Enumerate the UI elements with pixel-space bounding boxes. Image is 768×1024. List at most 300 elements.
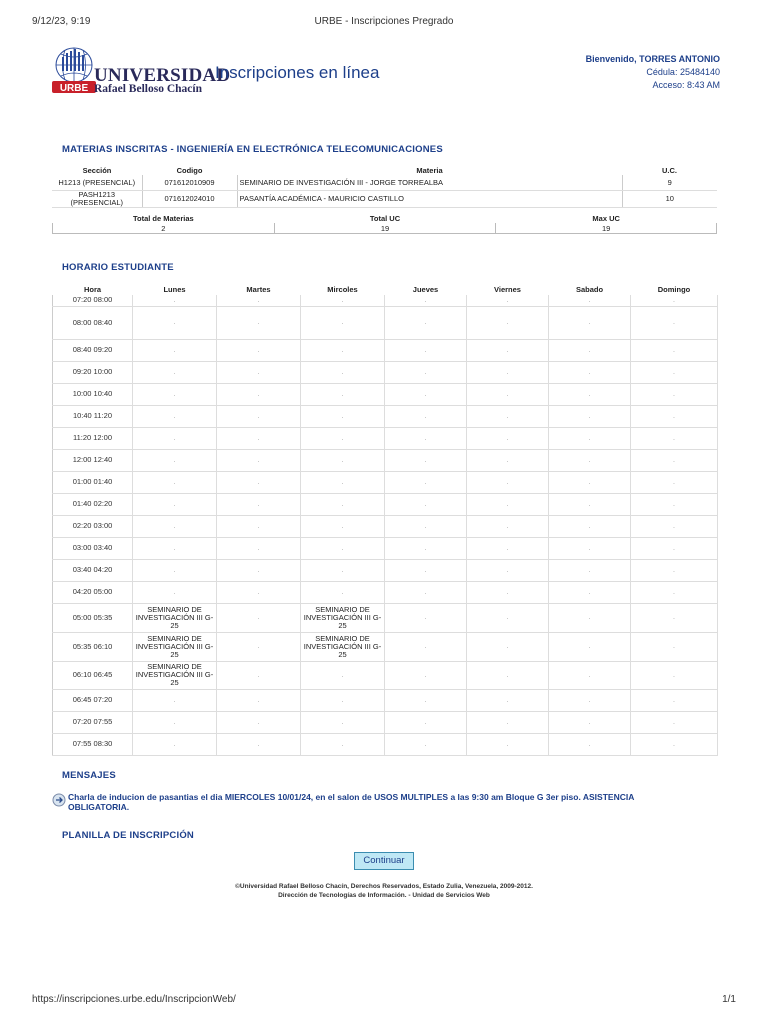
- empty-cell-jueves: [385, 471, 467, 493]
- empty-mark: .: [424, 368, 427, 376]
- empty-cell-lunes: [133, 711, 217, 733]
- empty-cell-domingo: [631, 581, 718, 603]
- empty-mark: .: [506, 434, 509, 442]
- empty-mark: .: [257, 671, 260, 679]
- empty-cell-sabado: [549, 295, 631, 306]
- total-materias-value: 2: [53, 223, 275, 234]
- empty-mark: .: [506, 456, 509, 464]
- empty-cell-martes: [217, 471, 301, 493]
- empty-cell-miercoles: [301, 427, 385, 449]
- empty-cell-jueves: [385, 711, 467, 733]
- empty-cell-lunes: [133, 306, 217, 339]
- empty-cell-domingo: [631, 449, 718, 471]
- horario-row: [53, 493, 718, 515]
- empty-cell-viernes: [467, 711, 549, 733]
- empty-mark: .: [673, 696, 675, 704]
- empty-mark: .: [588, 346, 591, 354]
- empty-cell-viernes: [467, 427, 549, 449]
- empty-cell-jueves: [385, 427, 467, 449]
- continuar-button[interactable]: Continuar: [354, 852, 414, 870]
- empty-cell-martes: [217, 689, 301, 711]
- empty-cell-viernes: [467, 339, 549, 361]
- empty-mark: .: [257, 718, 260, 726]
- empty-cell-viernes: [467, 361, 549, 383]
- empty-mark: .: [424, 319, 427, 326]
- empty-cell-jueves: [385, 405, 467, 427]
- empty-mark: .: [341, 456, 344, 464]
- empty-mark: .: [341, 522, 344, 530]
- empty-cell-jueves: [385, 661, 467, 689]
- hora-cell: 03:00 03:40: [53, 537, 133, 559]
- empty-mark: .: [673, 566, 675, 574]
- print-url: https://inscripciones.urbe.edu/InscripcionWeb/: [32, 994, 236, 1005]
- col-martes: Martes: [246, 285, 271, 294]
- welcome-text: Bienvenido, TORRES ANTONIO: [585, 54, 720, 64]
- empty-mark: .: [173, 296, 176, 304]
- empty-mark: .: [588, 390, 591, 398]
- empty-mark: .: [424, 456, 427, 464]
- empty-cell-jueves: [385, 449, 467, 471]
- empty-mark: .: [588, 412, 591, 420]
- empty-cell-domingo: [631, 537, 718, 559]
- empty-mark: .: [173, 500, 176, 508]
- empty-cell-sabado: [549, 632, 631, 661]
- empty-cell-sabado: [549, 603, 631, 632]
- materia-cell: PASANTÍA ACADÉMICA - MAURICIO CASTILLO: [237, 191, 622, 208]
- planilla-heading: PLANILLA DE INSCRIPCIÓN: [62, 830, 194, 841]
- empty-mark: .: [506, 566, 509, 574]
- empty-cell-domingo: [631, 689, 718, 711]
- empty-cell-sabado: [549, 339, 631, 361]
- empty-cell-martes: [217, 306, 301, 339]
- horario-row: [53, 537, 718, 559]
- logo-mark: URBE: [59, 83, 89, 94]
- empty-cell-jueves: [385, 581, 467, 603]
- max-uc-value: 19: [496, 223, 717, 234]
- empty-mark: .: [424, 566, 427, 574]
- horario-row: [53, 581, 718, 603]
- empty-cell-viernes: [467, 295, 549, 306]
- empty-mark: .: [673, 740, 675, 748]
- codigo-cell: 071612010909: [142, 175, 237, 191]
- empty-mark: .: [673, 544, 675, 552]
- empty-mark: .: [257, 696, 260, 704]
- empty-cell-viernes: [467, 689, 549, 711]
- empty-mark: .: [173, 566, 176, 574]
- empty-mark: .: [257, 368, 260, 376]
- hora-cell: 10:40 11:20: [53, 405, 133, 427]
- empty-mark: .: [588, 718, 591, 726]
- empty-cell-sabado: [549, 306, 631, 339]
- empty-cell-domingo: [631, 632, 718, 661]
- empty-mark: .: [257, 522, 260, 530]
- empty-mark: .: [424, 614, 427, 621]
- empty-cell-jueves: [385, 632, 467, 661]
- empty-mark: .: [673, 500, 675, 508]
- empty-mark: .: [424, 643, 427, 650]
- empty-cell-miercoles: [301, 361, 385, 383]
- empty-cell-lunes: [133, 405, 217, 427]
- empty-mark: .: [341, 718, 344, 726]
- empty-mark: .: [506, 740, 509, 748]
- empty-cell-domingo: [631, 339, 718, 361]
- empty-mark: .: [588, 696, 591, 704]
- empty-mark: .: [673, 522, 675, 530]
- urbe-logo[interactable]: [52, 45, 231, 101]
- print-header: [0, 16, 768, 32]
- hora-cell: 06:10 06:45: [53, 661, 133, 689]
- empty-mark: .: [257, 478, 260, 486]
- empty-cell-jueves: [385, 515, 467, 537]
- print-title: URBE - Inscripciones Pregrado: [314, 16, 454, 27]
- empty-mark: .: [588, 614, 591, 621]
- empty-cell-sabado: [549, 471, 631, 493]
- acceso-text: Acceso: 8:43 AM: [652, 80, 720, 90]
- horario-row: [53, 603, 718, 632]
- empty-cell-viernes: [467, 449, 549, 471]
- empty-mark: .: [257, 500, 260, 508]
- horario-row: [53, 515, 718, 537]
- empty-cell-viernes: [467, 383, 549, 405]
- empty-mark: .: [588, 588, 591, 596]
- empty-mark: .: [424, 740, 427, 748]
- empty-cell-lunes: [133, 515, 217, 537]
- empty-mark: .: [673, 296, 675, 304]
- empty-cell-martes: [217, 295, 301, 306]
- empty-cell-domingo: [631, 515, 718, 537]
- empty-mark: .: [673, 614, 675, 621]
- empty-mark: .: [588, 740, 591, 748]
- mensaje-text: Charla de inducion de pasantias el dia MIERCOLES 10/01/24, en el salon de USOS MULTIPLES a las 9:30 am Bloque G 3er piso. ASISTENCIA OBLIGATORIA.: [68, 792, 635, 812]
- empty-mark: .: [424, 671, 427, 679]
- hora-cell: 08:40 09:20: [53, 339, 133, 361]
- horario-row: [53, 405, 718, 427]
- empty-cell-sabado: [549, 493, 631, 515]
- empty-cell-martes: [217, 537, 301, 559]
- footer-dept: Dirección de Tecnologías de Información. - Unidad de Servicios Web: [278, 892, 490, 899]
- empty-cell-miercoles: [301, 306, 385, 339]
- empty-mark: .: [173, 390, 176, 398]
- empty-cell-martes: [217, 581, 301, 603]
- empty-mark: .: [173, 522, 176, 530]
- footer-copyright: ©Universidad Rafael Belloso Chacín, Derechos Reservados, Estado Zulia, Venezuela, 2009-2012.: [235, 883, 533, 890]
- empty-cell-viernes: [467, 581, 549, 603]
- empty-cell-viernes: [467, 405, 549, 427]
- empty-mark: .: [341, 566, 344, 574]
- empty-cell-sabado: [549, 515, 631, 537]
- empty-cell-miercoles: [301, 661, 385, 689]
- col-seccion: Sección: [82, 166, 112, 175]
- empty-mark: .: [173, 478, 176, 486]
- hora-cell: 04:20 05:00: [53, 581, 133, 603]
- empty-cell-domingo: [631, 661, 718, 689]
- empty-mark: .: [341, 412, 344, 420]
- totales-table: [52, 214, 717, 234]
- empty-cell-jueves: [385, 361, 467, 383]
- empty-mark: .: [673, 390, 675, 398]
- empty-mark: .: [341, 346, 344, 354]
- seccion-cell: PASH1213 (PRESENCIAL): [52, 191, 142, 208]
- empty-mark: .: [257, 566, 260, 574]
- empty-cell-martes: [217, 515, 301, 537]
- empty-cell-domingo: [631, 295, 718, 306]
- empty-cell-viernes: [467, 661, 549, 689]
- hora-cell: 05:35 06:10: [53, 632, 133, 661]
- empty-cell-jueves: [385, 383, 467, 405]
- empty-cell-jueves: [385, 559, 467, 581]
- logo-line1: UNIVERSIDAD: [94, 65, 231, 86]
- hora-cell: 12:00 12:40: [53, 449, 133, 471]
- empty-mark: .: [424, 544, 427, 552]
- empty-mark: .: [257, 412, 260, 420]
- empty-mark: .: [424, 500, 427, 508]
- empty-cell-domingo: [631, 471, 718, 493]
- empty-mark: .: [173, 434, 176, 442]
- empty-mark: .: [506, 296, 509, 304]
- empty-mark: .: [588, 434, 591, 442]
- hora-cell: 08:00 08:40: [53, 306, 133, 339]
- empty-cell-miercoles: [301, 449, 385, 471]
- hora-cell: 01:00 01:40: [53, 471, 133, 493]
- empty-cell-jueves: [385, 339, 467, 361]
- empty-mark: .: [424, 390, 427, 398]
- empty-cell-viernes: [467, 603, 549, 632]
- empty-mark: .: [341, 390, 344, 398]
- empty-mark: .: [673, 434, 675, 442]
- empty-mark: .: [257, 390, 260, 398]
- empty-cell-martes: [217, 493, 301, 515]
- empty-mark: .: [424, 588, 427, 596]
- empty-mark: .: [173, 319, 176, 326]
- print-datetime: 9/12/23, 9:19: [32, 16, 91, 27]
- class-cell-miercoles: SEMINARIO DE INVESTIGACIÓN III G-25: [301, 603, 385, 632]
- col-sabado: Sabado: [575, 285, 604, 294]
- empty-mark: .: [588, 456, 591, 464]
- print-page: 1/1: [722, 994, 736, 1005]
- empty-mark: .: [173, 368, 176, 376]
- empty-cell-lunes: [133, 581, 217, 603]
- hora-cell: 05:00 05:35: [53, 603, 133, 632]
- user-info: [586, 53, 720, 92]
- empty-cell-domingo: [631, 493, 718, 515]
- empty-cell-viernes: [467, 493, 549, 515]
- empty-mark: .: [588, 500, 591, 508]
- empty-mark: .: [506, 643, 509, 650]
- empty-mark: .: [424, 718, 427, 726]
- empty-mark: .: [673, 368, 675, 376]
- class-cell-lunes: SEMINARIO DE INVESTIGACIÓN III G-25: [133, 603, 217, 632]
- empty-mark: .: [506, 346, 509, 354]
- empty-mark: .: [588, 522, 591, 530]
- empty-cell-martes: [217, 405, 301, 427]
- empty-cell-martes: [217, 383, 301, 405]
- empty-mark: .: [341, 296, 344, 304]
- empty-mark: .: [588, 368, 591, 376]
- empty-cell-viernes: [467, 471, 549, 493]
- empty-mark: .: [673, 643, 675, 650]
- empty-cell-sabado: [549, 689, 631, 711]
- empty-cell-sabado: [549, 361, 631, 383]
- empty-cell-sabado: [549, 405, 631, 427]
- horario-row: [53, 339, 718, 361]
- empty-cell-lunes: [133, 493, 217, 515]
- empty-cell-miercoles: [301, 559, 385, 581]
- hora-cell: 02:20 03:00: [53, 515, 133, 537]
- empty-mark: .: [506, 478, 509, 486]
- col-jueves: Jueves: [412, 285, 439, 294]
- total-materias-label: Total de Materias: [132, 214, 194, 223]
- empty-mark: .: [506, 671, 509, 679]
- empty-mark: .: [424, 696, 427, 704]
- empty-cell-lunes: [133, 471, 217, 493]
- horario-row: [53, 733, 718, 755]
- footer: [0, 882, 768, 900]
- empty-cell-viernes: [467, 559, 549, 581]
- empty-cell-miercoles: [301, 689, 385, 711]
- empty-mark: .: [506, 412, 509, 420]
- uc-cell: 10: [622, 191, 717, 208]
- empty-cell-lunes: [133, 361, 217, 383]
- empty-mark: .: [424, 434, 427, 442]
- empty-cell-domingo: [631, 383, 718, 405]
- empty-cell-sabado: [549, 661, 631, 689]
- empty-mark: .: [506, 500, 509, 508]
- col-domingo: Domingo: [657, 285, 691, 294]
- empty-mark: .: [673, 319, 675, 326]
- col-viernes: Viernes: [494, 285, 521, 294]
- empty-mark: .: [341, 478, 344, 486]
- empty-cell-sabado: [549, 449, 631, 471]
- hora-cell: 09:20 10:00: [53, 361, 133, 383]
- empty-cell-domingo: [631, 361, 718, 383]
- empty-cell-jueves: [385, 295, 467, 306]
- hora-cell: 11:20 12:00: [53, 427, 133, 449]
- empty-mark: .: [173, 696, 176, 704]
- empty-mark: .: [506, 522, 509, 530]
- empty-mark: .: [173, 740, 176, 748]
- empty-cell-sabado: [549, 711, 631, 733]
- horario-row: [53, 471, 718, 493]
- empty-cell-lunes: [133, 689, 217, 711]
- empty-mark: .: [173, 544, 176, 552]
- empty-cell-martes: [217, 427, 301, 449]
- empty-cell-jueves: [385, 733, 467, 755]
- empty-mark: .: [506, 718, 509, 726]
- seccion-cell: H1213 (PRESENCIAL): [52, 175, 142, 191]
- empty-mark: .: [341, 588, 344, 596]
- empty-mark: .: [257, 456, 260, 464]
- empty-cell-martes: [217, 711, 301, 733]
- empty-cell-miercoles: [301, 711, 385, 733]
- empty-cell-lunes: [133, 295, 217, 306]
- empty-cell-martes: [217, 661, 301, 689]
- col-hora: Hora: [83, 285, 102, 294]
- uc-cell: 9: [622, 175, 717, 191]
- empty-cell-martes: [217, 559, 301, 581]
- mensajes-heading: MENSAJES: [62, 770, 116, 781]
- col-materia: Materia: [416, 166, 443, 175]
- app-title: Inscripciones en línea: [215, 63, 380, 82]
- empty-mark: .: [341, 319, 344, 326]
- empty-mark: .: [506, 390, 509, 398]
- table-row: [52, 191, 717, 208]
- horario-row: [53, 295, 718, 306]
- print-footer: [0, 994, 768, 1010]
- empty-cell-sabado: [549, 733, 631, 755]
- empty-cell-viernes: [467, 515, 549, 537]
- empty-mark: .: [173, 346, 176, 354]
- empty-mark: .: [257, 643, 260, 650]
- horario-row: [53, 306, 718, 339]
- horario-row: [53, 711, 718, 733]
- empty-mark: .: [506, 588, 509, 596]
- max-uc-label: Max UC: [592, 214, 620, 223]
- empty-mark: .: [506, 544, 509, 552]
- empty-cell-viernes: [467, 537, 549, 559]
- empty-cell-jueves: [385, 306, 467, 339]
- empty-mark: .: [506, 319, 509, 326]
- cedula-text: Cédula: 25484140: [646, 67, 720, 77]
- empty-cell-lunes: [133, 559, 217, 581]
- horario-body: [53, 295, 718, 755]
- empty-mark: .: [588, 544, 591, 552]
- col-miercoles: Mircoles: [327, 285, 358, 294]
- empty-cell-lunes: [133, 449, 217, 471]
- empty-cell-jueves: [385, 537, 467, 559]
- empty-cell-martes: [217, 603, 301, 632]
- empty-cell-miercoles: [301, 515, 385, 537]
- empty-cell-martes: [217, 339, 301, 361]
- empty-mark: .: [588, 319, 591, 326]
- empty-mark: .: [173, 588, 176, 596]
- empty-mark: .: [341, 500, 344, 508]
- class-cell-miercoles: SEMINARIO DE INVESTIGACIÓN III G-25: [301, 632, 385, 661]
- empty-cell-miercoles: [301, 383, 385, 405]
- empty-cell-domingo: [631, 733, 718, 755]
- empty-cell-martes: [217, 632, 301, 661]
- empty-cell-lunes: [133, 537, 217, 559]
- empty-mark: .: [506, 614, 509, 621]
- empty-cell-sabado: [549, 559, 631, 581]
- empty-cell-sabado: [549, 427, 631, 449]
- empty-cell-miercoles: [301, 339, 385, 361]
- hora-cell: 07:20 07:55: [53, 711, 133, 733]
- horario-row: [53, 449, 718, 471]
- empty-mark: .: [341, 740, 344, 748]
- hora-cell: 07:55 08:30: [53, 733, 133, 755]
- empty-cell-sabado: [549, 537, 631, 559]
- materia-cell: SEMINARIO DE INVESTIGACIÓN III - JORGE TORREALBA: [237, 175, 622, 191]
- empty-mark: .: [588, 296, 591, 304]
- empty-cell-jueves: [385, 689, 467, 711]
- hora-cell: 07:20 08:00: [53, 295, 133, 306]
- empty-cell-jueves: [385, 603, 467, 632]
- empty-cell-domingo: [631, 405, 718, 427]
- empty-cell-miercoles: [301, 471, 385, 493]
- horario-row: [53, 689, 718, 711]
- empty-cell-miercoles: [301, 733, 385, 755]
- col-uc: U.C.: [662, 166, 677, 175]
- totales-value-row: [53, 223, 717, 234]
- empty-mark: .: [588, 478, 591, 486]
- empty-cell-domingo: [631, 603, 718, 632]
- empty-cell-lunes: [133, 339, 217, 361]
- col-codigo: Codigo: [176, 166, 203, 175]
- empty-cell-martes: [217, 733, 301, 755]
- empty-cell-sabado: [549, 383, 631, 405]
- totales-header-row: [53, 214, 717, 223]
- empty-cell-lunes: [133, 733, 217, 755]
